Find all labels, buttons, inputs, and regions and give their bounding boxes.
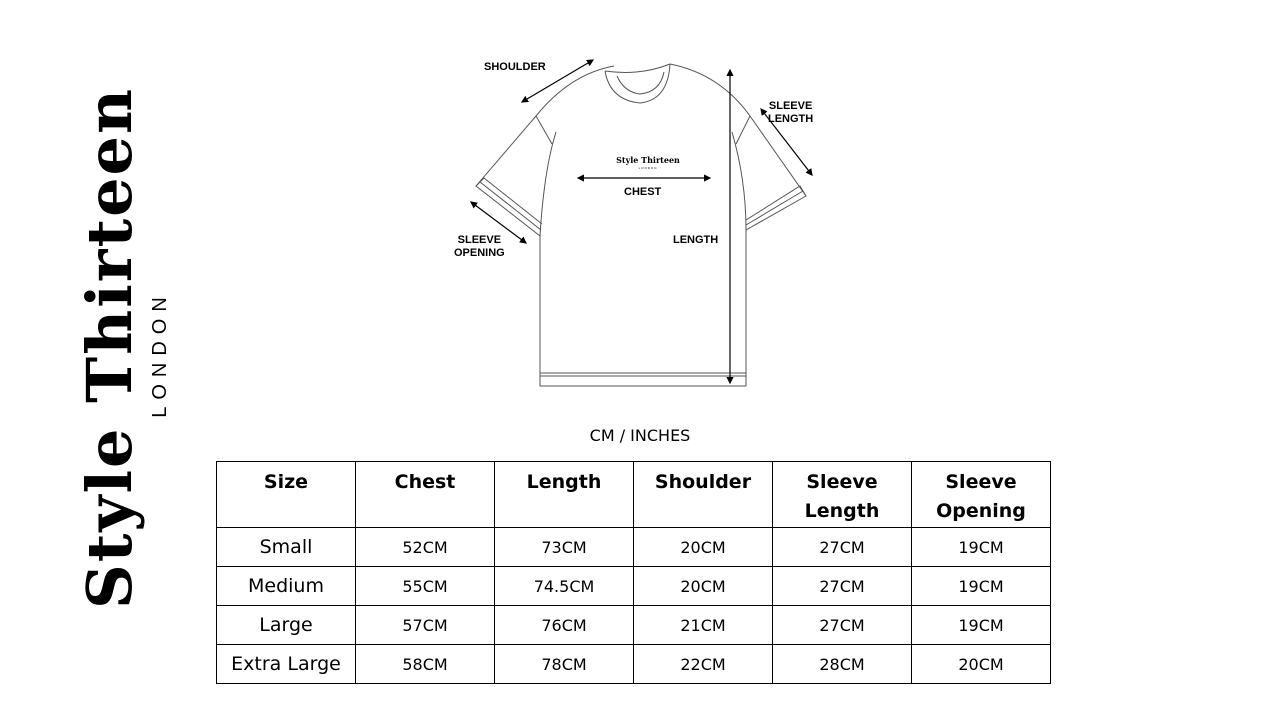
label-sleeve-length-line2: LENGTH xyxy=(768,113,814,125)
header-label: Sleeve xyxy=(806,471,878,493)
cell-sleeve-opening: 20CM xyxy=(912,645,1051,684)
label-sleeve-opening-line2: OPENING xyxy=(454,247,505,259)
label-sleeve-opening xyxy=(454,234,505,260)
size-chart-table xyxy=(216,461,1051,684)
cell-sleeve-opening: 19CM xyxy=(912,528,1051,567)
label-sleeve-opening-line1: SLEEVE xyxy=(457,234,502,246)
label-sleeve-length-line1: SLEEVE xyxy=(768,100,813,112)
table-row xyxy=(217,606,1051,645)
header-sleeve-length xyxy=(773,462,912,528)
cell-sleeve-length: 27CM xyxy=(773,606,912,645)
cell-shoulder: 22CM xyxy=(634,645,773,684)
cell-chest: 55CM xyxy=(356,567,495,606)
table-header-row xyxy=(217,462,1051,528)
header-label: Shoulder xyxy=(654,471,752,493)
cell-length: 74.5CM xyxy=(495,567,634,606)
header-length xyxy=(495,462,634,528)
cell-sleeve-length: 28CM xyxy=(773,645,912,684)
cell-length: 78CM xyxy=(495,645,634,684)
header-label: Sleeve xyxy=(945,471,1017,493)
label-chest: CHEST xyxy=(624,186,662,198)
cell-size: Small xyxy=(217,528,356,567)
tshirt-measurement-diagram xyxy=(440,40,860,400)
table-row xyxy=(217,567,1051,606)
cell-shoulder: 20CM xyxy=(634,567,773,606)
brand-name: Style Thirteen xyxy=(73,86,146,609)
cell-shoulder: 20CM xyxy=(634,528,773,567)
units-caption: CM / INCHES xyxy=(589,426,691,445)
cell-size: Large xyxy=(217,606,356,645)
table-row xyxy=(217,645,1051,684)
header-shoulder xyxy=(634,462,773,528)
header-label: Size xyxy=(263,471,309,493)
header-sleeve-opening xyxy=(912,462,1051,528)
header-size xyxy=(217,462,356,528)
shirt-print-brand: Style Thirteen xyxy=(616,155,680,165)
cell-length: 73CM xyxy=(495,528,634,567)
label-sleeve-length xyxy=(768,100,813,126)
cell-chest: 57CM xyxy=(356,606,495,645)
cell-sleeve-opening: 19CM xyxy=(912,606,1051,645)
cell-shoulder: 21CM xyxy=(634,606,773,645)
cell-sleeve-opening: 19CM xyxy=(912,567,1051,606)
cell-sleeve-length: 27CM xyxy=(773,567,912,606)
table-row xyxy=(217,528,1051,567)
header-label: Chest xyxy=(394,471,456,493)
cell-size: Extra Large xyxy=(217,645,356,684)
header-label: Length xyxy=(804,500,880,522)
shirt-print-location: LONDON xyxy=(638,166,658,170)
cell-chest: 52CM xyxy=(356,528,495,567)
header-label: Length xyxy=(526,471,602,493)
label-length: LENGTH xyxy=(673,234,719,246)
brand-location: LONDON xyxy=(149,290,171,418)
cell-chest: 58CM xyxy=(356,645,495,684)
cell-size: Medium xyxy=(217,567,356,606)
cell-sleeve-length: 27CM xyxy=(773,528,912,567)
label-shoulder: SHOULDER xyxy=(484,61,546,73)
cell-length: 76CM xyxy=(495,606,634,645)
header-label: Opening xyxy=(936,500,1026,522)
header-chest xyxy=(356,462,495,528)
tshirt-outline-icon xyxy=(440,40,860,400)
